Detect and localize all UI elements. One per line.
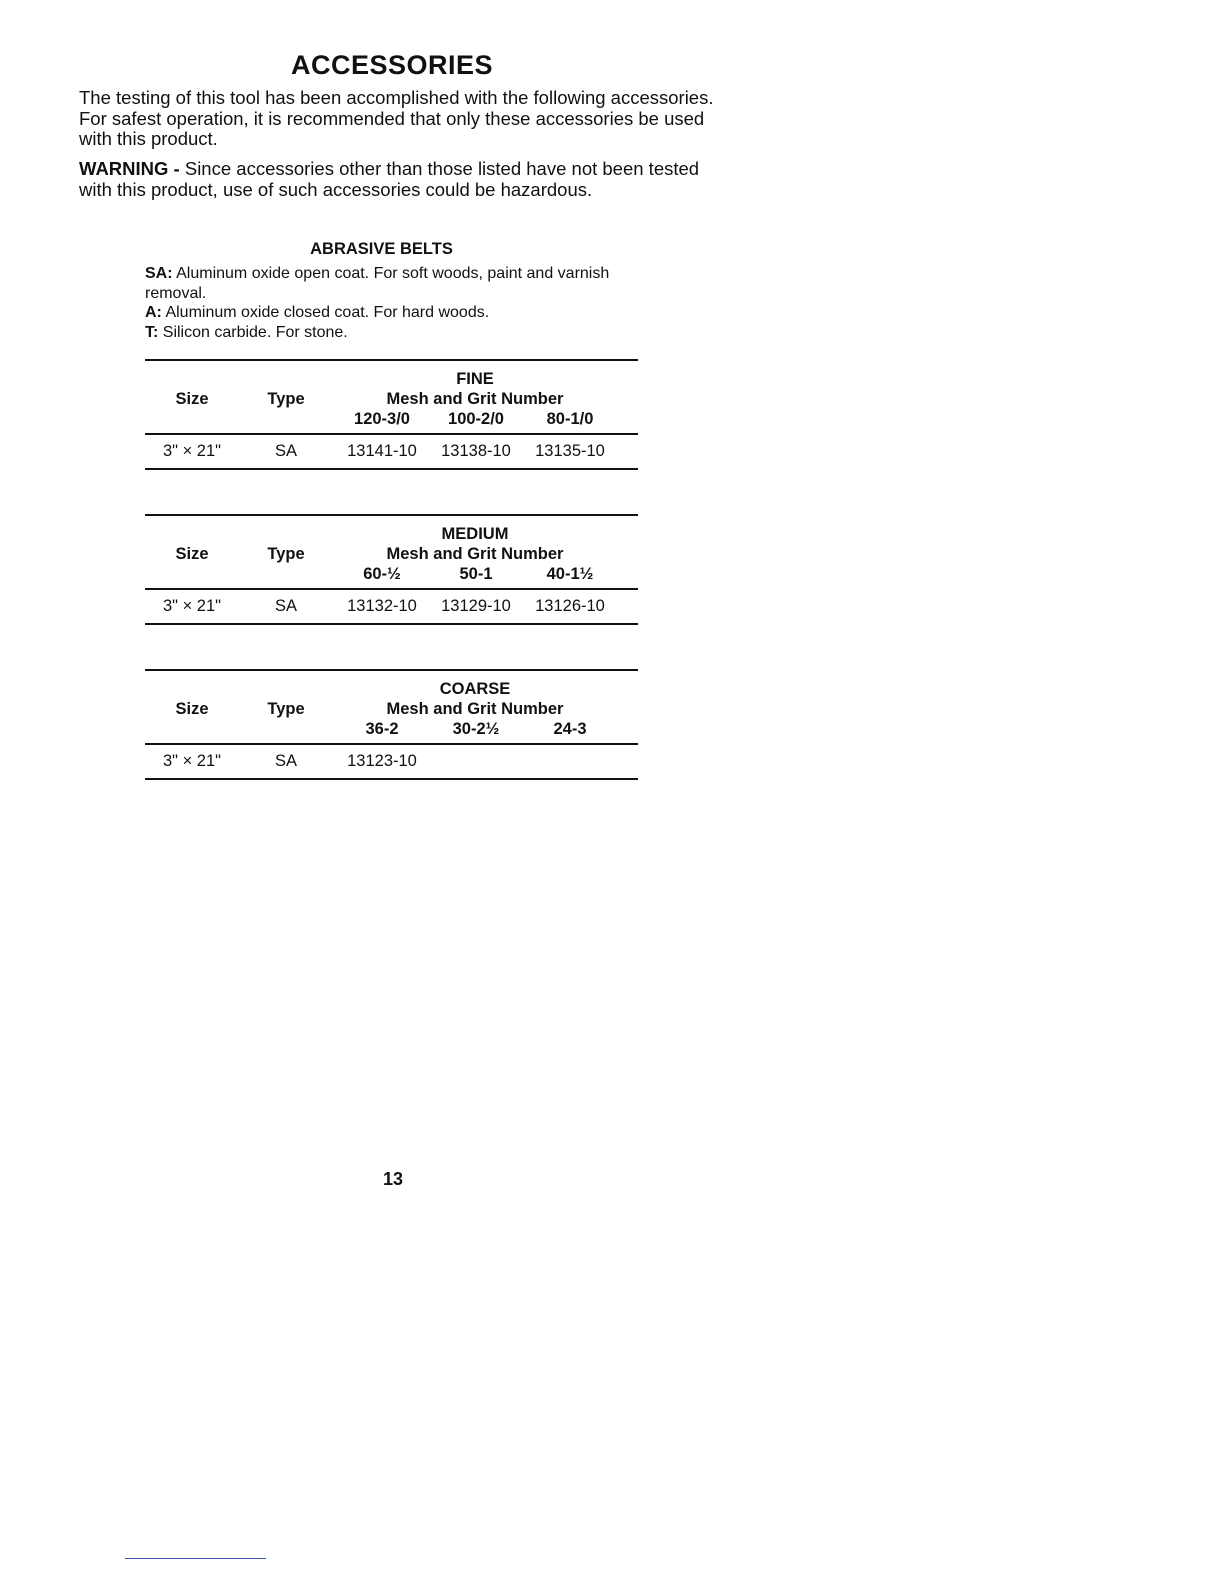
- grit-table-fine: [145, 359, 638, 470]
- legend-desc: Aluminum oxide closed coat. For hard woods.: [161, 304, 490, 321]
- footer-divider: [125, 1558, 266, 1559]
- intro-paragraph: The testing of this tool has been accomplished with the following accessories. For safest operation, it is recommended that only these accessories be used with this product.: [79, 87, 714, 149]
- table-row: [145, 745, 638, 778]
- grade-label: COARSE: [439, 680, 511, 698]
- legend-item-a: [145, 303, 635, 323]
- grit-table-medium: [145, 514, 638, 625]
- grit-label: 30-2½: [452, 720, 500, 738]
- size-cell: 3" × 21": [162, 752, 222, 770]
- grit-label: 100-2/0: [448, 410, 504, 428]
- legend-code: A:: [145, 304, 162, 321]
- legend-desc: Aluminum oxide open coat. For soft woods, paint and varnish removal.: [145, 265, 610, 302]
- grit-label: 50-1: [459, 565, 493, 583]
- legend-item-sa: [145, 264, 635, 303]
- page-number: 13: [382, 1169, 404, 1189]
- part-number-cell: 13138-10: [441, 442, 511, 460]
- part-number-cell: 13135-10: [535, 442, 605, 460]
- table-header: [145, 361, 638, 435]
- type-cell: SA: [274, 597, 297, 615]
- table-row: [145, 590, 638, 623]
- grade-label: FINE: [456, 370, 494, 388]
- size-header: Size: [175, 545, 209, 563]
- grit-label: 80-1/0: [546, 410, 594, 428]
- part-number-cell: 13141-10: [347, 442, 417, 460]
- legend-code: SA:: [145, 265, 173, 282]
- size-header: Size: [175, 390, 209, 408]
- type-cell: SA: [274, 442, 297, 460]
- page-title: ACCESSORIES: [290, 50, 494, 80]
- mesh-header: Mesh and Grit Number: [386, 390, 564, 408]
- size-cell: 3" × 21": [162, 442, 222, 460]
- legend-item-t: [145, 323, 635, 343]
- size-cell: 3" × 21": [162, 597, 222, 615]
- grit-label: 60-½: [363, 565, 401, 583]
- grit-table-coarse: [145, 669, 638, 780]
- belt-type-legend: [145, 264, 635, 342]
- type-header: Type: [267, 545, 305, 563]
- grit-label: 36-2: [365, 720, 399, 738]
- type-header: Type: [267, 390, 305, 408]
- mesh-header: Mesh and Grit Number: [386, 700, 564, 718]
- grit-label: 24-3: [553, 720, 587, 738]
- part-number-cell: 13132-10: [347, 597, 417, 615]
- warning-paragraph: [79, 159, 719, 200]
- table-row: [145, 435, 638, 468]
- type-cell: SA: [274, 752, 297, 770]
- part-number-cell: 13129-10: [441, 597, 511, 615]
- size-header: Size: [175, 700, 209, 718]
- mesh-header: Mesh and Grit Number: [386, 545, 564, 563]
- legend-code: T:: [145, 323, 159, 341]
- grade-label: MEDIUM: [441, 525, 509, 543]
- part-number-cell: 13123-10: [347, 752, 417, 770]
- part-number-cell: 13126-10: [535, 597, 605, 615]
- type-header: Type: [267, 700, 305, 718]
- legend-desc: Silicon carbide. For stone.: [158, 323, 348, 341]
- abrasive-belts-heading: ABRASIVE BELTS: [310, 240, 453, 258]
- warning-text: Since accessories other than those listed have not been tested with this product, use of such accessories could be hazardous.: [79, 158, 700, 200]
- grit-label: 40-1½: [546, 565, 594, 583]
- grit-label: 120-3/0: [354, 410, 410, 428]
- table-header: [145, 671, 638, 745]
- warning-label: WARNING -: [79, 158, 180, 179]
- table-header: [145, 516, 638, 590]
